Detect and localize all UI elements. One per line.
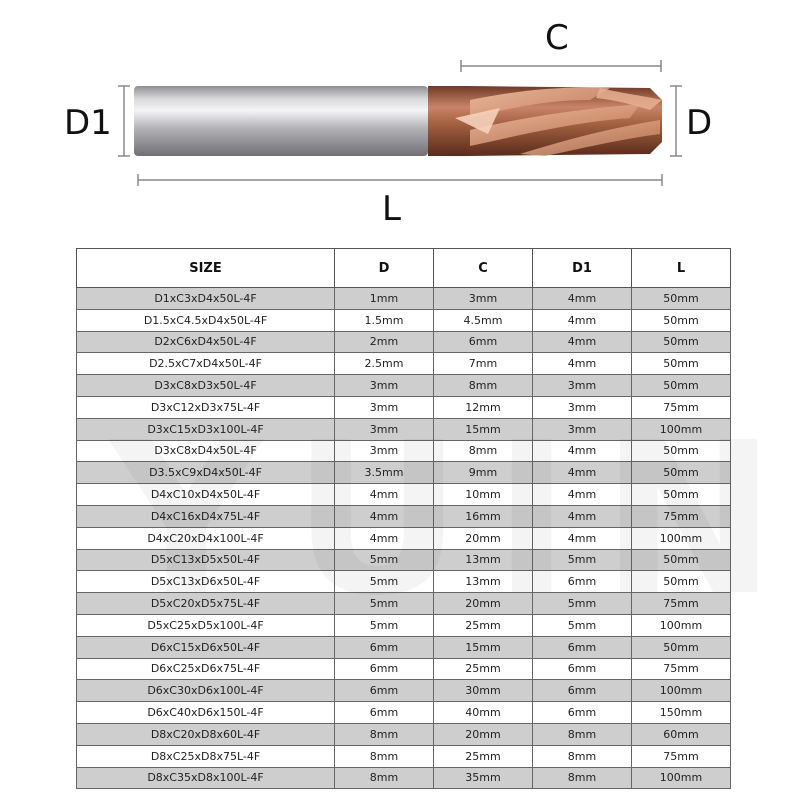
cell-d: 1.5mm [335,309,434,331]
cell-d: 6mm [335,702,434,724]
cell-d: 8mm [335,723,434,745]
cell-l: 50mm [632,375,731,397]
cell-size: D4xC10xD4x50L-4F [77,484,335,506]
cell-c: 40mm [434,702,533,724]
cell-size: D5xC20xD5x75L-4F [77,593,335,615]
l-dimension-line [138,174,662,186]
cell-c: 3mm [434,288,533,310]
table-row [77,331,731,353]
cell-l: 100mm [632,527,731,549]
cell-l: 50mm [632,549,731,571]
cell-l: 50mm [632,571,731,593]
cell-size: D4xC16xD4x75L-4F [77,505,335,527]
cell-size: D1.5xC4.5xD4x50L-4F [77,309,335,331]
table-row [77,614,731,636]
table-row [77,767,731,789]
cell-d: 5mm [335,549,434,571]
size-spec-table [76,248,731,789]
cell-d: 8mm [335,745,434,767]
cell-d: 3mm [335,396,434,418]
table-header-row [77,249,731,288]
table-row [77,288,731,310]
cell-c: 7mm [434,353,533,375]
cell-size: D8xC20xD8x60L-4F [77,723,335,745]
header-l: L [632,249,731,288]
cell-d1: 4mm [533,309,632,331]
table-row [77,462,731,484]
cell-d1: 4mm [533,484,632,506]
cell-c: 30mm [434,680,533,702]
cell-d1: 6mm [533,636,632,658]
cell-c: 25mm [434,745,533,767]
table-row [77,527,731,549]
cell-l: 75mm [632,745,731,767]
cell-d1: 6mm [533,571,632,593]
cell-d: 2.5mm [335,353,434,375]
cell-d: 2mm [335,331,434,353]
cell-l: 50mm [632,636,731,658]
cell-d1: 6mm [533,658,632,680]
cell-d1: 4mm [533,505,632,527]
table-row [77,549,731,571]
cell-size: D1xC3xD4x50L-4F [77,288,335,310]
cell-l: 100mm [632,418,731,440]
cell-d1: 8mm [533,767,632,789]
cell-d: 3mm [335,418,434,440]
cell-c: 15mm [434,418,533,440]
cell-d1: 5mm [533,614,632,636]
cell-l: 50mm [632,353,731,375]
cell-l: 75mm [632,658,731,680]
end-mill-diagram [0,0,800,240]
table-row [77,375,731,397]
table-row [77,636,731,658]
cell-d: 1mm [335,288,434,310]
cell-d: 8mm [335,767,434,789]
cell-l: 100mm [632,767,731,789]
cell-c: 9mm [434,462,533,484]
cell-size: D2xC6xD4x50L-4F [77,331,335,353]
cell-l: 100mm [632,614,731,636]
cell-d: 3mm [335,375,434,397]
cell-c: 35mm [434,767,533,789]
cell-l: 50mm [632,309,731,331]
cell-c: 25mm [434,614,533,636]
c-dimension-line [461,60,661,72]
cell-size: D5xC25xD5x100L-4F [77,614,335,636]
d1-label: D1 [64,103,112,143]
cell-size: D8xC25xD8x75L-4F [77,745,335,767]
cell-c: 4.5mm [434,309,533,331]
cell-c: 13mm [434,571,533,593]
cell-d1: 8mm [533,723,632,745]
cell-d1: 5mm [533,593,632,615]
cell-d1: 3mm [533,375,632,397]
header-d: D [335,249,434,288]
header-size: SIZE [77,249,335,288]
cell-size: D3xC8xD3x50L-4F [77,375,335,397]
cell-d: 3.5mm [335,462,434,484]
cell-d1: 4mm [533,527,632,549]
table-row [77,702,731,724]
cell-size: D6xC40xD6x150L-4F [77,702,335,724]
c-label: C [545,18,569,58]
cell-d1: 6mm [533,680,632,702]
cell-l: 50mm [632,288,731,310]
cell-l: 60mm [632,723,731,745]
cell-d1: 5mm [533,549,632,571]
cell-l: 75mm [632,396,731,418]
table-row [77,505,731,527]
cell-size: D3xC15xD3x100L-4F [77,418,335,440]
table-row [77,396,731,418]
table-body [77,288,731,789]
cell-l: 50mm [632,331,731,353]
cell-c: 20mm [434,723,533,745]
cell-d: 5mm [335,571,434,593]
cell-size: D2.5xC7xD4x50L-4F [77,353,335,375]
cell-size: D4xC20xD4x100L-4F [77,527,335,549]
cell-c: 13mm [434,549,533,571]
table-row [77,353,731,375]
cell-d: 3mm [335,440,434,462]
cell-c: 16mm [434,505,533,527]
cell-c: 20mm [434,527,533,549]
cell-c: 15mm [434,636,533,658]
flute-section [455,86,662,156]
d-dimension-line [670,86,682,156]
cell-l: 50mm [632,440,731,462]
cell-d1: 3mm [533,418,632,440]
cell-d1: 4mm [533,462,632,484]
d1-dimension-line [118,86,130,156]
table-row [77,440,731,462]
table-row [77,723,731,745]
cell-size: D5xC13xD6x50L-4F [77,571,335,593]
cell-d: 6mm [335,680,434,702]
cell-l: 100mm [632,680,731,702]
cell-d1: 4mm [533,288,632,310]
table-row [77,484,731,506]
cell-size: D3.5xC9xD4x50L-4F [77,462,335,484]
cell-d: 6mm [335,636,434,658]
cell-size: D8xC35xD8x100L-4F [77,767,335,789]
cell-d: 5mm [335,593,434,615]
cell-size: D6xC30xD6x100L-4F [77,680,335,702]
cell-size: D6xC15xD6x50L-4F [77,636,335,658]
cell-c: 8mm [434,440,533,462]
cell-size: D3xC12xD3x75L-4F [77,396,335,418]
cell-l: 50mm [632,484,731,506]
d-label: D [686,103,713,143]
cell-c: 8mm [434,375,533,397]
cell-d: 4mm [335,527,434,549]
table-row [77,571,731,593]
cell-d1: 6mm [533,702,632,724]
cell-l: 75mm [632,593,731,615]
table-row [77,418,731,440]
cell-size: D3xC8xD4x50L-4F [77,440,335,462]
cell-c: 25mm [434,658,533,680]
cell-d1: 4mm [533,353,632,375]
header-c: C [434,249,533,288]
cell-d1: 3mm [533,396,632,418]
cell-size: D6xC25xD6x75L-4F [77,658,335,680]
cell-d: 5mm [335,614,434,636]
cell-d1: 4mm [533,440,632,462]
cell-c: 20mm [434,593,533,615]
cell-l: 50mm [632,462,731,484]
cell-d1: 8mm [533,745,632,767]
cell-c: 6mm [434,331,533,353]
header-d1: D1 [533,249,632,288]
cell-d: 4mm [335,505,434,527]
table-row [77,658,731,680]
table-row [77,745,731,767]
cell-c: 12mm [434,396,533,418]
cell-d1: 4mm [533,331,632,353]
table-row [77,309,731,331]
cell-size: D5xC13xD5x50L-4F [77,549,335,571]
cell-c: 10mm [434,484,533,506]
cell-d: 6mm [335,658,434,680]
l-label: L [382,189,401,229]
cell-l: 150mm [632,702,731,724]
table-row [77,593,731,615]
shank [134,86,428,156]
cell-l: 75mm [632,505,731,527]
cell-d: 4mm [335,484,434,506]
table-row [77,680,731,702]
